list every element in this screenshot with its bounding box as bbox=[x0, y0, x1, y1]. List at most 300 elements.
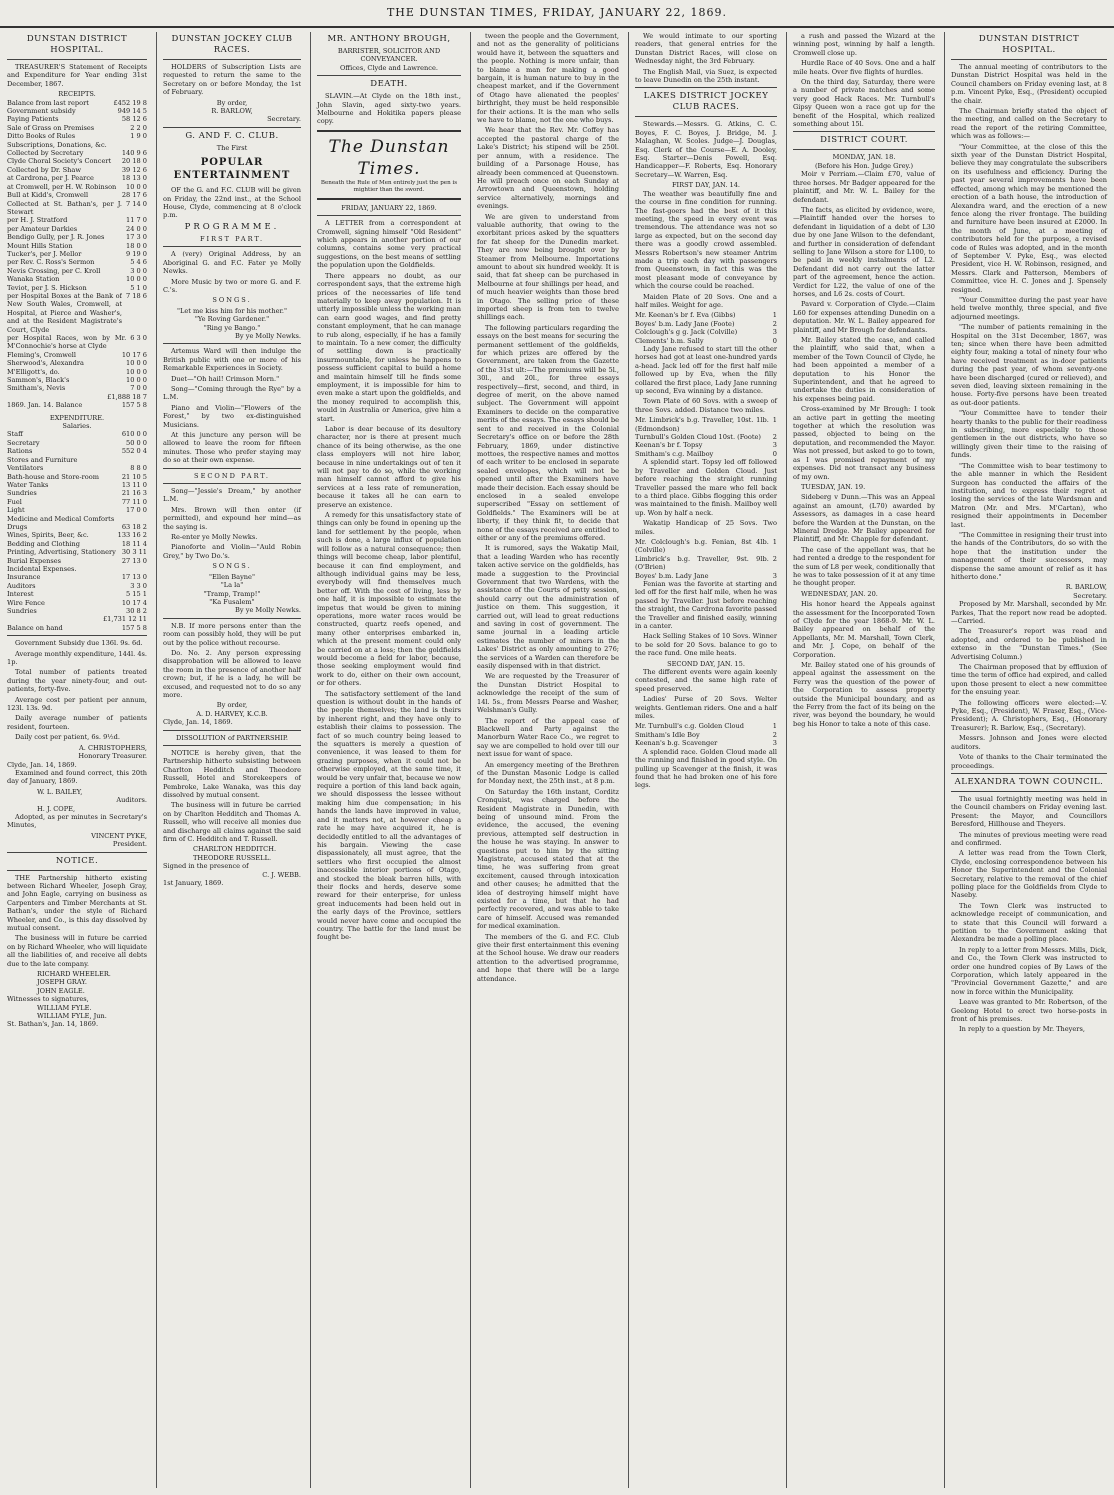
race-result bbox=[635, 433, 777, 441]
race-result bbox=[635, 441, 777, 449]
songs-list-1 bbox=[163, 307, 301, 332]
race-result-value: 2 bbox=[772, 433, 777, 442]
expenditure-list bbox=[7, 430, 147, 615]
receipt-row-value: 17 3 0 bbox=[126, 233, 147, 242]
second-day-body: The different events were again keenly contested, and the same high rate of speed preserved. bbox=[635, 668, 777, 693]
column-hospital-statement: DUNSTAN DISTRICT HOSPITAL. TREASURER'S Statement of Receipts and Expenditure for Year ending 31st December, 1867. RECEIPTS. Balance from last report £452 19 8 Government subsidy 949 14 5 Paying Patients 58 12 6 Sale of Grass on Premises 2 2 0 Ditto Books of Rules 1 9 0 Subscriptions, Donations, &c. Collected by Secretary 140 9 6 Clyde Choral Society's Concert 20 18 0 Collected by Dr. Shaw 39 12 6 at Cardrona, per J. Pearce 18 13 0 at Cromwell, per H. W. Robinson 10 0 0 Bull at Kidd's, Cromwell 28 17 6 Collected at St. Bathan's, per J. Stewart 7 14 0 per H. J. Stratford 11 7 0 per Amateur Darkies 24 0 0 Bendigo Gully, per J. R. Jones 17 3 0 Mount Hills Station 18 0 0 Tucker's, per J. Mellor 9 19 0 per Rev. C. Ross's Sermon 5 4 6 Nevis Crossing, per C. Kroll 3 0 0 Wanaka Station 10 0 0 Teviot, per J. S. Hickson 5 1 0 per Hospital Boxes at the Bank of New South Wales, Cromwell, at Hospital, at Pierce and Washer's, and at the Resident Magistrate's Court, Clyde 7 18 6 per Hospital Races, won by Mr. M'Connochie's horse at Clyde 6 3 0 Fleming's, Cromwell 10 17 6 Sherwood's, Alexandra 10 0 0 M'Elligott's, do. 10 0 0 Sammon's, Black's 10 0 0 Smitham's, Nevis 7 0 0 £1,888 18 7 1869. Jan. 14. Balance 157 5 8 EXPENDITURE. Salaries. Staff 610 0 0 Secretary 50 0 0 Rations 552 0 4 Stores and Furniture Ventilators 8 8 0 Bath-house and Store-room 21 10 5 Water Tanks 13 11 0 Sundries 21 16 3 Fuel 77 11 0 Light 17 0 0 Medicine and Medical Comforts Drugs 63 18 2 Wines, Spirits, Beer, &c. 133 16 2 Bedding and Clothing 18 11 4 Printing, Advertising, Stationery 30 3 11 Burial Expenses 27 13 0 Incidental Expenses. Insurance 17 13 0 Auditors 3 3 0 Interest 5 15 1 Wire Fence 10 17 4 Sundries 30 8 2 £1,731 12 11 Balance on hand 157 5 8 Government Subsidy due 136l. 9s. 6d. Average monthly expenditure, 144l. 4s. 1p. Total number of patients treated during the year ninety-four, and out-patients, forty-five. Average cost per patient per annum, 123l. 13s. 9d. Daily average number of patients resident, fourteen. Daily cost per patient, 6s. 9½d. A. CHRISTOPHERS, Honorary Treasurer. Clyde, Jan. 14, 1869. Examined and found correct, this 20th day of January, 1869. W. L. BAILEY, Auditors. H. J. COPE, Adopted, as per minutes in Secretary's Minutes, VINCENT PYKE, President. NOTICE. THE Partnership hitherto existing between Richard Wheeler, Joseph Gray, and John Eagle, carrying on business as Carpenters and Timber Merchants at St. Bathan's, under the style of Richard Wheeler, and Co., is this day dissolved by mutual consent. The business will in future be carried on by Richard Wheeler, who will liquidate all the liabilities of, and receive all debts due to the late company. RICHARD WHEELER. JOSEPH GRAY. JOHN EAGLE. Witnesses to signatures, WILLIAM FYLE. WILLIAM FYLE, Jun. St. Bathan's, Jan. 14, 1869. bbox=[7, 34, 147, 1029]
editorial-paragraphs bbox=[317, 219, 461, 942]
court-before: (Before his Hon. Judge Grey.) bbox=[814, 161, 914, 170]
auditor-1: W. L. BAILEY, bbox=[37, 787, 83, 796]
harvey-name: A. D. HARVEY, K.C.B. bbox=[196, 709, 268, 718]
expenditure-row bbox=[7, 473, 147, 481]
dissolution-body-2: The business will in future be carried on by Charlton Hedditch and Thomas A. Russell, who will receive all monies due and discharge all claims against the said firm of C. Hedditch and T. Russell. bbox=[163, 801, 301, 844]
court-title: DISTRICT COURT. bbox=[820, 135, 908, 146]
signer-2: JOSEPH GRAY. bbox=[37, 978, 87, 987]
race-result bbox=[635, 311, 777, 319]
news-paragraph: The members of the G. and F.C. Club give their first entertainment this evening at the School house. We draw our readers attention to the advertised programme, and hope that there will be a large attendance. bbox=[477, 932, 619, 983]
programme-item-1: A (very) Original Address, by an Aboriginal G. and F.C. Fater ye Molly Newks. bbox=[163, 250, 301, 276]
news-paragraph: An emergency meeting of the Brethren of the Dunstan Masonic Lodge is called for Monday next, the 25th inst., at 8 p.m. bbox=[477, 760, 619, 786]
examined-line: Examined and found correct, this 20th day of January, 1869. bbox=[7, 768, 147, 786]
treasurer-name: A. CHRISTOPHERS, bbox=[79, 743, 147, 752]
by-molly-1: By ye Molly Newks. bbox=[235, 331, 301, 340]
receipt-row-value: 5 4 6 bbox=[130, 258, 147, 267]
expenditure-row bbox=[7, 582, 147, 590]
expenditure-row-value: 17 13 0 bbox=[121, 573, 147, 582]
receipts-label: RECEIPTS. bbox=[58, 90, 96, 99]
receipt-row-label: Sale of Grass on Premises bbox=[7, 123, 95, 132]
court-paragraph: Pavard v. Corporation of Clyde.—Claim L60 for expenses attending Dunedin on a deputation. Mr. W. L. Bailey appeared for plaintiff, and Mr Brough for defendants. bbox=[793, 300, 935, 334]
programme-item: Artemus Ward will then indulge the British public with one or more of his Remarkable Experiences in Society. bbox=[163, 347, 301, 373]
receipt-row-label: M'Elligott's, do. bbox=[7, 367, 60, 376]
news-paragraphs bbox=[477, 32, 619, 983]
hospital-note: Daily average number of patients resident, fourteen. bbox=[7, 714, 147, 731]
race-result-label: Smitham's Idle Boy bbox=[635, 730, 700, 739]
expenditure-row bbox=[7, 464, 147, 472]
paper-motto: Beneath the Rule of Men entirely just the pen is mightier than the sword. bbox=[320, 179, 458, 193]
expenditure-row-value: 17 0 0 bbox=[126, 506, 147, 515]
notice-body-2: The business will in future be carried on by Richard Wheeler, who will liquidate all the liabilities of, and receive all debts due to the late company. bbox=[7, 934, 147, 968]
expenditure-row bbox=[7, 439, 147, 447]
race-result bbox=[635, 731, 777, 739]
witness-1: WILLIAM FYLE. bbox=[37, 1003, 92, 1012]
receipt-row-label: Smitham's, Nevis bbox=[7, 384, 66, 393]
ladies-body: A splendid race. Golden Cloud made all the running and finished in good style. On pulling up Scavenger at the finish, it was found that he had broken one of his fore legs. bbox=[635, 747, 777, 790]
receipt-row-label: per Rev. C. Ross's Sermon bbox=[7, 258, 95, 267]
receipt-row-label: Bull at Kidd's, Cromwell bbox=[7, 191, 89, 200]
meeting-paragraph: Vote of thanks to the Chair terminated the proceedings. bbox=[951, 753, 1107, 770]
expenditure-row-value: 21 16 3 bbox=[121, 489, 147, 498]
paper-title: The Dunstan Times. bbox=[328, 136, 450, 179]
receipt-row bbox=[7, 376, 147, 384]
the-first: The First bbox=[216, 143, 248, 152]
expenditure-row-label: Rations bbox=[7, 447, 33, 456]
expenditure-row bbox=[7, 565, 147, 573]
receipt-row-label: Government subsidy bbox=[7, 107, 76, 116]
receipt-row-value: 3 0 0 bbox=[130, 266, 147, 275]
race-result-label: Limbrick's b.g. Traveller, 9st. 9lb. (O'Brien) bbox=[635, 554, 769, 572]
race-result-value: 3 bbox=[772, 441, 777, 450]
expenditure-row bbox=[7, 548, 147, 556]
balance-on-hand: 157 5 8 bbox=[121, 623, 147, 632]
receipt-row bbox=[7, 284, 147, 292]
receipt-row-value: 10 0 0 bbox=[126, 182, 147, 191]
receipt-row-value: 5 1 0 bbox=[130, 283, 147, 292]
court-paragraph: WEDNESDAY, JAN. 20. bbox=[801, 589, 878, 598]
race-result bbox=[635, 320, 777, 328]
race-result-label: Smitham's c.g. Mailboy bbox=[635, 449, 714, 458]
lakes-races-title: LAKES DISTRICT JOCKEY CLUB RACES. bbox=[643, 91, 769, 113]
song-item: "Ellen Bayne" bbox=[209, 572, 255, 581]
expenditure-row bbox=[7, 557, 147, 565]
songs-list-2 bbox=[163, 573, 301, 607]
receipt-row-value: 10 17 6 bbox=[121, 350, 147, 359]
race-continuation bbox=[793, 32, 935, 128]
race-result-value: 3 bbox=[772, 328, 777, 337]
expenditure-row bbox=[7, 540, 147, 548]
meeting-paragraph: "Your Committee during the past year have held twelve monthly, three special, and five adjourned meetings. bbox=[951, 295, 1107, 321]
court-paragraph: TUESDAY, JAN. 19. bbox=[801, 482, 866, 491]
song-item: "Ring ye Bango." bbox=[203, 323, 261, 332]
receipts-total: £1,888 18 7 bbox=[107, 392, 147, 401]
meeting-paragraph: "The number of patients remaining in the Hospital on the 31st December, 1867, was ten; since when there have been admitted eighty four, making a total of ninety four who have received treatment as in-door patients during the past year, of whom seventy-one have been discharged (cured or relieved), and seven died, leaving sixteen remaining in the house. Forty-five persons have been treated as out-door patients. bbox=[951, 323, 1107, 407]
gf-club-title: G. AND F. C. CLUB. bbox=[185, 130, 279, 141]
hack-stakes: Hack Selling Stakes of 10 Sovs. Winner to be sold for 20 Sovs. balance to go to the race fund. One mile heats. bbox=[635, 632, 777, 658]
nb-note: N.B. If more persons enter than the room can possibly hold, they will be put out by the police without recourse. bbox=[163, 621, 301, 647]
expenditure-row-value: 18 11 4 bbox=[121, 539, 147, 548]
hospital-note: Government Subsidy due 136l. 9s. 6d. bbox=[15, 639, 143, 648]
expenditure-row bbox=[7, 599, 147, 607]
court-paragraph: The case of the appellant was, that he had rented a dredge to the respondent for the sum of L8 per week, conditionally that he was to take possession of it at any time he thought proper. bbox=[793, 545, 935, 588]
receipt-row-value: 7 14 0 bbox=[126, 199, 147, 208]
receipt-row bbox=[7, 132, 147, 140]
receipt-row-value: 11 7 0 bbox=[126, 216, 147, 225]
death-body: SLAVIN.—At Clyde on the 18th inst., John Slavin, aged sixty-two years. Melbourne and Hokitika papers please copy. bbox=[317, 92, 461, 126]
salaries-label: Salaries. bbox=[62, 422, 92, 431]
council-paragraph: In reply to a question by Mr. Theyers, bbox=[959, 1025, 1085, 1034]
balance-date: 1869. Jan. 14. Balance bbox=[7, 401, 83, 410]
stewards: Stewards.—Messrs. G. Atkins, C. C. Boyes, F. C. Boyes, J. Bridge, M. J. Malaghan, W. Scoles. Judge—J. Douglas, Esq. Clerk of the Course—E. A. Dooley, Esq. Starter—Denis Powell, Esq. Handicapper—F. Roberts, Esq. Honorary Secretary—W. Warren, Esq. bbox=[635, 120, 777, 179]
race-result-value: 0 bbox=[772, 336, 777, 345]
barlow-name: R. BARLOW, bbox=[211, 107, 253, 116]
council-paragraph: The usual fortnightly meeting was held in the Council chambers on Friday evening last. Present: the Mayor, and Councillors Beresford, Hillhouse and Theyers. bbox=[951, 794, 1107, 829]
receipt-row bbox=[7, 258, 147, 266]
songs-label-2: SONGS. bbox=[212, 562, 252, 571]
song-item: "Tramp, Tramp!" bbox=[203, 589, 261, 598]
expenditure-label: EXPENDITURE. bbox=[49, 413, 105, 422]
expenditure-row-label: Printing, Advertising, Stationery bbox=[7, 548, 116, 557]
expenditure-row-label: Burial Expenses bbox=[7, 556, 62, 565]
adopted-line: Adopted, as per minutes in Secretary's Minutes, bbox=[7, 812, 147, 830]
signer-1: RICHARD WHEELER. bbox=[37, 970, 111, 979]
expenditure-row-label: Stores and Furniture bbox=[7, 455, 78, 464]
column-court bbox=[788, 32, 940, 1488]
race-paragraph: a rush and passed the Wizard at the winning post, winning by half a length. Cromwell close up. bbox=[793, 32, 935, 57]
meeting-paragraph: The annual meeting of contributors to the Dunstan District Hospital was held in the Council chambers on Friday evening last, at 8 p.m. Vincent Pyke, Esq., (President) occupied the chair. bbox=[951, 63, 1107, 105]
death-title: DEATH. bbox=[370, 79, 408, 90]
receipt-row bbox=[7, 166, 147, 174]
race-result-label: Clements' b.m. Sally bbox=[635, 336, 704, 345]
council-paragraph: The minutes of previous meeting were read and confirmed. bbox=[951, 830, 1107, 847]
receipt-row-value: £452 19 8 bbox=[113, 98, 147, 107]
hospital-note: Average cost per patient per annum, 123l. 13s. 9d. bbox=[7, 695, 147, 713]
receipt-row-value: 20 18 0 bbox=[121, 157, 147, 166]
programme-item: At this juncture any person will be allowed to leave the room for fifteen minutes. Those who prefer staying may do so at their own expense. bbox=[163, 431, 301, 465]
receipt-row bbox=[7, 334, 147, 351]
receipt-row-label: Ditto Books of Rules bbox=[7, 132, 76, 141]
programme-items-2 bbox=[163, 347, 301, 464]
race-result-value: 1 bbox=[772, 416, 777, 425]
balance-value: 157 5 8 bbox=[121, 401, 147, 410]
expenditure-row-label: Ventilators bbox=[7, 464, 44, 473]
wakatip-handicap: Wakatip Handicap of 25 Sovs. Two miles. bbox=[635, 519, 777, 536]
expenditure-row bbox=[7, 456, 147, 464]
receipt-row-value: 24 0 0 bbox=[126, 224, 147, 233]
court-paragraph: The facts, as elicited by evidence, were,—Plaintiff handed over the horses to defendant in liquidation of a debt of L30 due by one Jane Wilson to the defendant, and further in consideration of defendant selling to Jane Wilson a store for L100, to be paid in weekly instalments of L2. Defendant did not carry out the latter part of the agreement, hence the action. Verdict for L22, the value of one of the horses, and L6 2s. costs of Court. bbox=[793, 205, 935, 298]
receipt-row-label: per H. J. Stratford bbox=[7, 216, 68, 225]
editorial-paragraph: A LETTER from a correspondent at Cromwell, signing himself "Old Resident" which appears in another portion of our columns, contains some very practical suggestions, on the best means of settling the population upon the Goldfields. bbox=[317, 219, 461, 270]
race-result-label: Boyes' b.m. Lady Jane bbox=[635, 571, 709, 580]
receipt-row-label: Sherwood's, Alexandra bbox=[7, 359, 84, 368]
race-result-value: 2 bbox=[772, 730, 777, 739]
receipt-row bbox=[7, 157, 147, 165]
hospital-notes bbox=[7, 639, 147, 741]
maiden-plate: Maiden Plate of 20 Sovs. One and a half miles. Weight for age. bbox=[635, 292, 777, 309]
meeting-paragraph: Messrs. Johnson and Jones were elected auditors. bbox=[951, 734, 1107, 751]
expenditure-row-value bbox=[143, 565, 147, 573]
race-result-label: Keenan's b.g. Scavenger bbox=[635, 739, 718, 748]
by-order: By order, bbox=[216, 98, 248, 107]
editorial-paragraph: The satisfactory settlement of the land question is without doubt in the hands of the people themselves; the land is theirs by inherent right, and they have only to establish their claims to possession. The fact of so much country being leased to the squatters is merely a question of convenience, it was leased to them for grazing purposes, when it could not be otherwise employed, at the same time, it would be very unfair that, because we now require a portion of this land back again, we should dispossess the lessee without making him due compensation; in his hands the lands have improved in value, and it matters not, at however cheap a rate he may have acquired it, he is decidedly entitled to all the advantages of his bargain. Viewing the case dispassionately, all must agree, that the settlers who first occupied the almost inaccessible interior portions of Otago, and stocked the bleak barren hills, with their flocks and herds, deserve some reward for their enterprise, for unless great inducements had been held out in the early days of the Province, settlers would never have come and occupied the country. The battle for the land must be fought be- bbox=[317, 689, 461, 942]
editorial-paragraph: Labor is dear because of its desultory character, nor is there at present much chance of its being otherwise, as the one class employers will not hire labor, because in nine undertakings out of ten it will not pay to do so, while the working man himself cannot afford to give his services at a less rate of remuneration, because it takes all he can earn to preserve an existence. bbox=[317, 425, 461, 509]
diss-signer-1: CHARLTON HEDDITCH. bbox=[193, 845, 277, 854]
town-body: A splendid start. Topsy led off followed by Traveller and Golden Cloud. Just before reaching the straight running Traveller passed the mare who fell back to a third place. Gibbs flogging this order was maintained to the finish. Mailboy well up. Won by half a neck. bbox=[635, 458, 777, 517]
first-day-body: The weather was beautifully fine and the course in fine condition for running. The fast-goers had the best of it this meeting, the speed in every event was tremendous. The attendance was not so large as expected, but on the second day there was a goodly crowd assembled. Messrs Robertson's new steamer Antrim made a trip each day with passengers from Queenstown, in fact this was the most pleasant mode of conveyance by which the course could be reached. bbox=[635, 189, 777, 291]
council-paragraph: A letter was read from the Town Clerk, Clyde, enclosing correspondence between his Honor the Superintendent and the Colonial Secretary, relative to the removal of the chief polling place for the Goldfields from Clyde to Naseby. bbox=[951, 849, 1107, 900]
race-result-label: Mr. Keenan's br f. Eva (Gibbs) bbox=[635, 311, 736, 320]
race-result-label: Mr. Turnbull's c.g. Golden Cloud bbox=[635, 722, 744, 731]
receipt-row-value: 6 3 0 bbox=[130, 334, 147, 342]
notice-title: NOTICE. bbox=[55, 855, 99, 866]
meeting-paragraph: "The Committee in resigning their trust into the hands of the Contributors, do so with the hope that the institution under the management of their successors, may dispense the same amount of relief as it has hitherto done." bbox=[951, 530, 1107, 581]
council-paragraphs bbox=[951, 795, 1107, 1034]
race-result-value: 3 bbox=[772, 571, 777, 580]
race-result bbox=[635, 538, 777, 555]
hospital-note: Daily cost per patient, 6s. 9½d. bbox=[15, 733, 120, 742]
sport-paragraphs bbox=[635, 32, 777, 84]
receipt-row bbox=[7, 124, 147, 132]
hospital-note: Average monthly expenditure, 144l. 4s. 1p. bbox=[7, 649, 147, 667]
receipt-row bbox=[7, 250, 147, 258]
column-advertisements bbox=[158, 32, 306, 1488]
expenditure-row-value: 50 0 0 bbox=[126, 438, 147, 447]
race-paragraph: Hurdle Race of 40 Sovs. One and a half mile heats. Over five flights of hurdles. bbox=[793, 59, 935, 76]
expenditure-row-value: 30 8 2 bbox=[126, 607, 147, 615]
receipt-row bbox=[7, 141, 147, 149]
race-result-value: 1 bbox=[772, 311, 777, 320]
witness-2: WILLIAM FYLE, Jun. bbox=[37, 1012, 107, 1021]
meeting-paragraph: Proposed by Mr. Marshall, seconded by Mr. Parkes, That the report now read be adopted.—Carried. bbox=[951, 600, 1107, 625]
race-result-value: 1 bbox=[772, 537, 777, 546]
wakatip-results bbox=[635, 538, 777, 580]
receipt-row-label: Clyde Choral Society's Concert bbox=[7, 157, 112, 166]
part-two: SECOND PART. bbox=[194, 471, 270, 480]
brough-role: BARRISTER, SOLICITOR AND CONVEYANCER. bbox=[337, 47, 441, 64]
receipt-row-label: Paying Patients bbox=[7, 115, 59, 124]
dateline: FRIDAY, JANUARY 22, 1869. bbox=[341, 203, 437, 212]
receipt-row bbox=[7, 225, 147, 233]
expenditure-row-value: 552 0 4 bbox=[121, 447, 147, 456]
expenditure-row-label: Secretary bbox=[7, 438, 40, 447]
receipt-row-label: per Hospital Races, won by Mr. M'Connochie's horse at Clyde bbox=[7, 334, 127, 351]
popular-entertainment: POPULAR ENTERTAINMENT bbox=[173, 157, 291, 182]
race-result bbox=[635, 450, 777, 458]
expenditure-row-label: Wire Fence bbox=[7, 598, 45, 607]
song-item: "Ye Roving Gardener." bbox=[194, 315, 270, 324]
race-result bbox=[635, 722, 777, 730]
programme-item: Duet—"Oh hail! Crimson Morn." bbox=[171, 374, 280, 383]
expenditure-row-value: 10 17 4 bbox=[121, 598, 147, 607]
news-paragraph: On Saturday the 16th instant, Corditz Cronquist, was charged before the Resident Magistrate in Dunedin, with being of unsound mind. From the evidence, the accused, the evening previous, attempted self destruction in the house he was staying. In answer to questions put to him by the sitting Magistrate, accused stated that at the time, he was suffering from great excitement, caused through intoxication and other causes; he admitted that the idea of destroying himself might have existed for a time, but that he had perfectly recovered, and was able to take care of himself. Accused was remanded for medical examination. bbox=[477, 787, 619, 931]
auditor-2: H. J. COPE, bbox=[37, 804, 76, 813]
expenditure-row bbox=[7, 447, 147, 455]
meeting-paragraph: The Treasurer's report was read and adopted, and ordered to be published in extenso in the "Dunstan Times." (See Advertising Column.) bbox=[951, 627, 1107, 661]
signer-3: JOHN EAGLE. bbox=[37, 986, 85, 995]
expenditure-row-label: Staff bbox=[7, 430, 23, 439]
expenditure-row-label: Sundries bbox=[7, 607, 37, 615]
expenditure-row-label: Sundries bbox=[7, 489, 37, 498]
diss-presence: Signed in the presence of bbox=[163, 862, 249, 871]
expenditure-row bbox=[7, 515, 147, 523]
news-paragraph: The report of the appeal case of Blackwell and Party against the Manorburn Water Race Co., we regret to say we are compelled to hold over till our next issue for want of space. bbox=[477, 716, 619, 759]
race-result bbox=[635, 416, 777, 433]
column-hospital-meeting bbox=[946, 32, 1112, 1488]
column-races bbox=[630, 32, 782, 1488]
receipt-row-value: 2 2 0 bbox=[130, 123, 147, 132]
receipt-row-value: 1 9 0 bbox=[130, 132, 147, 141]
president-title: President. bbox=[112, 840, 147, 849]
meeting-paragraph: The following officers were elected:—V. Pyke, Esq., (President), W. Fraser, Esq., (Vice-President); A. Christophers, Esq., (Honorary Treasurer); R. Barlow, Esq., (Secretary). bbox=[951, 698, 1107, 732]
jockey-club-title: DUNSTAN JOCKEY CLUB RACES. bbox=[171, 34, 293, 55]
masthead: THE DUNSTAN TIMES, FRIDAY, JANUARY 22, 1869. bbox=[0, 0, 1114, 28]
programme-item-2: More Music by two or more G. and F. C.'s. bbox=[163, 277, 301, 294]
second-day: SECOND DAY, JAN. 15. bbox=[667, 659, 745, 668]
receipt-row bbox=[7, 242, 147, 250]
expenditure-row-label: Bedding and Clothing bbox=[7, 539, 80, 548]
race-result-value: 1 bbox=[772, 722, 777, 731]
receipt-row-label: Teviot, per J. S. Hickson bbox=[7, 283, 87, 292]
race-result-value: 2 bbox=[772, 319, 777, 328]
news-paragraph: We hear that the Rev. Mr. Coffey has accepted the pastoral charge of the Lake's District; his stipend will be 250l. per annum, with a residence. The building of a Parsonage House, has already been commenced at Queenstown. He will preach once on each Sunday at Arrowtown and Queenstown, holding service alternatively, mornings and evenings. bbox=[477, 126, 619, 211]
programme-item: Re-enter ye Molly Newks. bbox=[171, 533, 258, 542]
expenditure-row-value: 21 10 5 bbox=[121, 472, 147, 481]
race-result bbox=[635, 328, 777, 336]
programme-item: Song—"Jessie's Dream," by another L.M. bbox=[163, 487, 301, 504]
receipt-row-label: Sammon's, Black's bbox=[7, 376, 70, 385]
receipt-row-label: Fleming's, Cromwell bbox=[7, 350, 76, 359]
brough-offices: Offices, Clyde and Lawrence. bbox=[340, 63, 438, 72]
expenditure-row-label: Auditors bbox=[7, 581, 36, 590]
race-result bbox=[635, 337, 777, 345]
expenditure-row-value: 610 0 0 bbox=[121, 430, 147, 439]
receipt-row bbox=[7, 149, 147, 157]
expenditure-row-value: 77 11 0 bbox=[121, 497, 147, 506]
council-title: ALEXANDRA TOWN COUNCIL. bbox=[954, 776, 1104, 787]
court-paragraph: Sideberg v Dunn.—This was an Appeal against an amount, (L70) awarded by Assessors, as damages in a case heard before the Warden at the Dunstan, on the Mineral Dredge. Mr Bailey appeared for Plaintiff, and Mr. Chapple for defendant. bbox=[793, 493, 935, 544]
expenditure-row-label: Incidental Expenses. bbox=[7, 564, 77, 573]
receipts-list bbox=[7, 99, 147, 393]
receipt-row-label: at Cardrona, per J. Pearce bbox=[7, 174, 94, 183]
race-result-label: Colclough's g g. Jack (Colville) bbox=[635, 328, 738, 337]
expenditure-row-value: 30 3 11 bbox=[121, 548, 147, 557]
no2-note: Do. No. 2. Any person expressing disapprobation will be allowed to leave the room in the presence of another half crown; but, if he is a lady, he will be excused, and requested not to do so any more. bbox=[163, 648, 301, 699]
expenditure-row-value: 133 16 2 bbox=[117, 531, 147, 540]
editorial-paragraph: A remedy for this unsatisfactory state of things can only be found in opening up the land for settlement by the people, when such is done, a large influx of population will follow as a natural consequence; then things will become cheap, labor plentiful, because it can find employment, and although individual gains may be less, everybody will find themselves much better off. With the cost of living, less by one half, it is impossible to estimate the impetus that would be given to mining operations, more water races would be constructed, quartz reefs opened, and many other enterprises embarked in, which at the present moment could only be carried on at a loss; then the goldfields would become a field for labor, because, those seeking employment would find work to do, either on their own account, or for others. bbox=[317, 511, 461, 688]
song-item: "La la" bbox=[220, 581, 244, 590]
court-paragraph: Moir v Perriam.—Claim £70, value of three horses. Mr Badger appeared for the plaintiff, and Mr. W. L. Bailey for the defendant. bbox=[793, 170, 935, 204]
expenditure-row-label: Bath-house and Store-room bbox=[7, 472, 100, 481]
receipt-row bbox=[7, 183, 147, 191]
receipt-row bbox=[7, 368, 147, 376]
receipt-row-value bbox=[143, 141, 147, 149]
by-order-2: By order, bbox=[216, 701, 248, 710]
expenditure-row-value: 3 3 0 bbox=[130, 581, 147, 590]
maiden-body: Lady Jane refused to start till the other horses had got at least one-hundred yards a-head. Jack led off for the first half mile followed up by Eva, when the filly collared the first place, Lady Jane running up second, Eva winning by a distance. bbox=[635, 345, 777, 396]
hospital-meeting-paragraphs bbox=[951, 63, 1107, 581]
race-result bbox=[635, 572, 777, 580]
court-paragraph: His honor heard the Appeals against the assessment for the Incorporated Town of Clyde for the year 1868-9. Mr. W. L. Bailey appeared on behalf of the Appellants, Mr. M. Marshall, Town Clerk, and Mr. J. Cope, on behalf of the Corporation. bbox=[793, 600, 935, 659]
race-result-label: Boyes' b.m. Lady Jane (Foote) bbox=[635, 319, 735, 328]
first-day: FIRST DAY, JAN. 14. bbox=[671, 181, 741, 190]
expenditure-row-label: Wines, Spirits, Beer, &c. bbox=[7, 531, 89, 540]
meeting-sig: R. BARLOW, bbox=[1065, 583, 1107, 592]
entertainment-body: OF the G. and F.C. CLUB will be given on Friday, the 22nd inst., at the School House, Clyde, commencing at 8 o'clock p.m. bbox=[163, 186, 301, 220]
expenditure-row-value: 5 15 1 bbox=[126, 590, 147, 599]
news-paragraph: We are given to understand from valuable authority, that owing to the exorbitant prices asked by the squatters for fat sheep for the Dunedin market. They are now being brought over by Steamer from Melbourne. Importations amount to about six hundred weekly. It is said, that fat sheep can be purchased in Melbourne at four shillings per head, and of much heavier weights than those bred in Otago. The selling price of these imported sheep is from ten to twelve shillings each. bbox=[477, 212, 619, 322]
jockey-club-body: HOLDERS of Subscription Lists are requested to return the same to the Secretary on or before Monday, the 1st of February. bbox=[163, 63, 301, 97]
treasurer-intro: TREASURER'S Statement of Receipts and Expenditure for Year ending 31st December, 1867. bbox=[7, 63, 147, 88]
expenditure-row-value: 8 8 0 bbox=[130, 464, 147, 473]
race-result bbox=[635, 739, 777, 747]
treasurer-title: Honorary Treasurer. bbox=[78, 752, 147, 761]
expenditure-row-value: 13 11 0 bbox=[121, 480, 147, 489]
receipt-row-value: 10 0 0 bbox=[126, 359, 147, 368]
court-paragraph: Mr. Bailey stated the case, and called the plaintiff, who said that, when a member of the Town Council of Clyde, he had been appointed a member of a deputation to his Honor the Superintendent, and that he agreed to undertake the duties in consideration of his expenses being paid. bbox=[793, 336, 935, 403]
news-paragraph: The following particulars regarding the essays on the best means for securing the permanent settlement of the goldfields, for which prizes are offered by the Government, are taken from the Gazette of the 31st ult:—The premiums will be 5l., 30l., and 20l., for three essays respectively—first, second, and third, in degree of merit, on the above named subject. The Government will appoint Examiners to decide on the comparative merits of the essays. The essays should be sent to and received in the Colonial Secretary's office on or before the 28th February, 1869, under distinctive mottoes, the respective names and mottos of each writer to be enclosed in separate sealed envelopes, which will not be opened until after the Examiners have made their decision. Each essay should be enclosed in a sealed envelope superscribed "Essay on settlement of Goldfields." The Examiners will be at liberty, if they think fit, to decide that none of the essays received are entitled to either or any of the premiums offered. bbox=[477, 323, 619, 542]
ladies-results bbox=[635, 722, 777, 747]
receipt-row-value: 18 0 0 bbox=[126, 241, 147, 250]
receipt-row-value: 10 0 0 bbox=[126, 376, 147, 385]
race-result-label: Turnbull's Golden Cloud 10st. (Foote) bbox=[635, 433, 761, 442]
race-result bbox=[635, 555, 777, 572]
receipt-row-label: at Cromwell, per H. W. Robinson bbox=[7, 182, 117, 191]
expenditure-row-value: 63 18 2 bbox=[121, 522, 147, 531]
by-molly-2: By ye Molly Newks. bbox=[235, 606, 301, 615]
council-paragraph: Leave was granted to Mr. Robertson, of the Geelong Hotel to erect two horse-posts in front of his premises. bbox=[951, 998, 1107, 1024]
programme-item: Pianoforte and Violin—"Auld Robin Grey," by Two Do.'s. bbox=[163, 543, 301, 560]
expenditure-row-label: Insurance bbox=[7, 573, 41, 582]
meeting-paragraph: "Your Committee have to tender their hearty thanks to the public for their readiness in subscribing, more especially to those gentlemen in the out districts, who have so willingly given their time to the raising of funds. bbox=[951, 409, 1107, 460]
receipt-row-label: Bendigo Gully, per J. R. Jones bbox=[7, 233, 105, 242]
expenditure-row-label: Fuel bbox=[7, 497, 22, 506]
receipt-row bbox=[7, 267, 147, 275]
hospital-meeting-paragraphs-2 bbox=[951, 600, 1107, 770]
programme-item: Song—"Coming through the Rye" by a L.M. bbox=[163, 384, 301, 402]
column-news bbox=[472, 32, 624, 1488]
meeting-sig-title: Secretary. bbox=[1073, 591, 1107, 600]
receipt-row-value: 10 0 0 bbox=[126, 275, 147, 284]
receipt-row-label: Tucker's, per J. Mellor bbox=[7, 249, 82, 258]
programme-title: PROGRAMME. bbox=[184, 221, 280, 232]
expenditure-row-value: 27 13 0 bbox=[121, 556, 147, 565]
witnesses-label: Witnesses to signatures, bbox=[7, 995, 89, 1004]
receipt-row bbox=[7, 216, 147, 224]
maiden-results bbox=[635, 311, 777, 345]
news-paragraph: We are requested by the Treasurer of the Dunstan District Hospital to acknowledge the receipt of the sum of 14l. 5s., from Messrs Pearse and Washer, Welshman's Gully. bbox=[477, 672, 619, 715]
receipt-row-label: Collected at St. Bathan's, per J. Stewart bbox=[7, 199, 123, 216]
receipt-row-value: 10 0 0 bbox=[126, 367, 147, 376]
expenditure-row bbox=[7, 523, 147, 531]
receipt-row bbox=[7, 191, 147, 199]
news-paragraph: tween the people and the Government, and not as the generality of politicians would have it, between the squatters and the people. Nothing is more unfair, than to blame a man for making a good bargain, it is human nature to buy in the cheapest market, and if the Government of Otago have alienated the peoples' birthright, they must be held responsible for their actions. It is the man who sells we have to blame, not the one who buys. bbox=[477, 32, 619, 125]
receipt-row-value: 140 9 6 bbox=[121, 149, 147, 158]
receipt-row-label: per Amateur Darkies bbox=[7, 224, 78, 233]
dissolution-title: DISSOLUTION of PARTNERSHIP. bbox=[175, 733, 289, 742]
auditors-label: Auditors. bbox=[116, 796, 147, 805]
news-paragraph: It is rumored, says the Wakatip Mail, that a leading Warden who has recently taken active service on the goldfields, has made a suggestion to the Provincial Government that two Wardens, with the assistance of the Courts of petty session, should carry out the administration of justice on them. This suggestion, it carried out, will lead to great reductions and saving in cost of government. The same journal in a leading article estimates the number of miners in the Lakes' District as only amounting to 276; the services of a Warden can therefore be easily dispensed with in that district. bbox=[477, 544, 619, 671]
receipt-row bbox=[7, 384, 147, 392]
expenditure-row bbox=[7, 531, 147, 539]
wakatip-body: Fenian was the favorite at starting and led off for the first half mile, when he was passed by Traveller. Just before reaching the straight, the Cardrona favorite passed the Traveller and finished easily, winning in a canter. bbox=[635, 579, 777, 630]
